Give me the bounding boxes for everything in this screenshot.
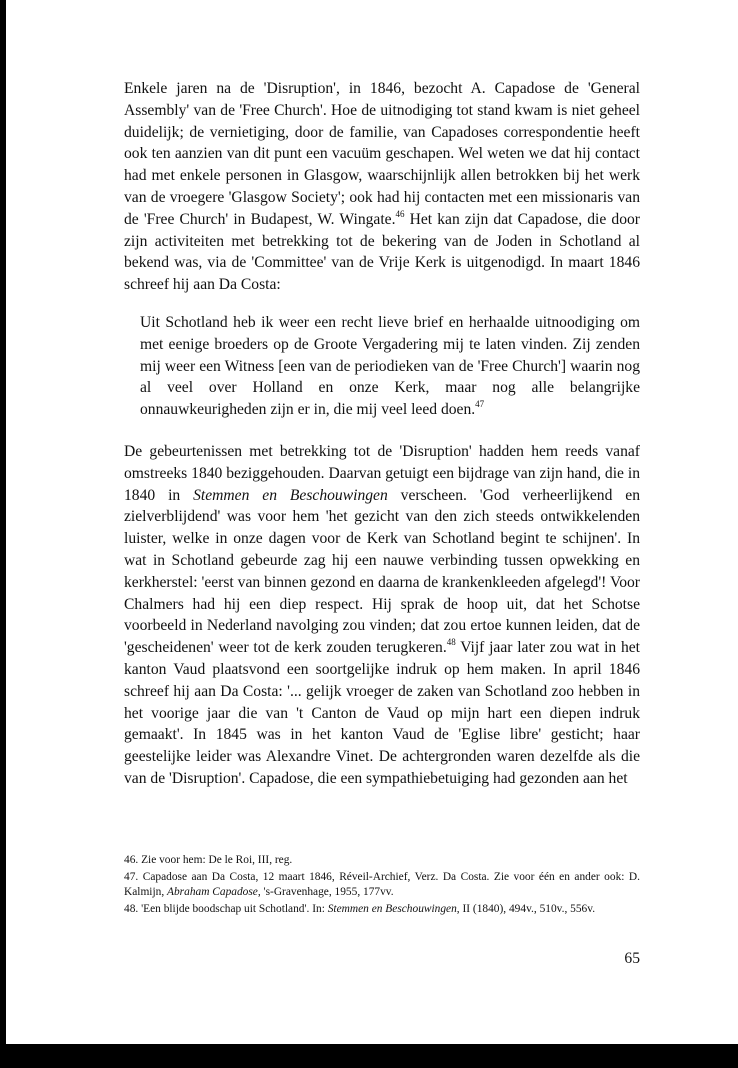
- text-segment: Vijf jaar later zou wat in het kanton Vaud plaatsvond een soortgelijke indruk op hem maken. In april 1846 schreef hij aan Da Costa: '... gelijk vroeger de zaken van Schotland zoo hebben in het voorige jaar die van 't Canton de Vaud op mijn hart een diepen indruk gemaakt'. In 1845 was in het kanton Vaud de 'Eglise libre' gesticht; haar geestelijke leider was Alexandre Vinet. De achtergronden waren dezelfde als die van de 'Disruption'. Capadose, die een sympathiebetuiging had gezonden aan het: [124, 639, 640, 787]
- footnotes: [124, 853, 640, 917]
- page-body: [124, 78, 640, 790]
- page-number: 65: [624, 950, 640, 967]
- italic-title: Stemmen en Beschouwingen: [193, 486, 388, 504]
- footnote-text: 48. 'Een blijde boodschap uit Schotland'. In:: [124, 902, 328, 915]
- text-segment: De gebeurtenissen met betrekking tot de 'Disruption' hadden hem reeds vanaf omstreeks 1840 beziggehouden. Daarvan getuigt een bijdrage van zijn hand, die in 1840 in: [124, 442, 640, 504]
- text-segment: verscheen. 'God verheerlijkend en zielverblijdend' was voor hem 'het gezicht van den zich steeds ontwikkelenden luister, welke in onze dagen voor de Kerk van Schotland begint te schijnen'. In wat in Schotland gebeurde zag hij een nauwe verbinding tussen opwekking en kerkherstel: 'eerst van binnen gezond en daarna de krankenkleeden afgelegd'! Voor Chalmers had hij een diep respect. Hij sprak de hoop uit, dat het Schotse voorbeeld in Nederland navolging zou vinden; dat zou ertoe kunnen leiden, dat de 'gescheidenen' weer tot de kerk zouden terugkeren.: [124, 486, 641, 657]
- text-segment: Enkele jaren na de 'Disruption', in 1846, bezocht A. Capadose de 'General Assembly' van de 'Free Church'. Hoe de uitnodiging tot stand kwam is niet geheel duidelijk; de vernietiging, door de familie, van Capadoses correspondentie heeft ook ten aanzien van dit punt een vacuüm geschapen. Wel weten we dat hij contact had met enkele personen in Glasgow, waarschijnlijk allen betrokken bij het werk van de vroegere 'Glasgow Society'; ook had hij contacten met een missionaris van de 'Free Church' in Budapest, W. Wingate.: [124, 80, 640, 228]
- quote-text: Uit Schotland heb ik weer een recht lieve brief en herhaalde uitnoodiging om met eenige broeders op de Groote Vergadering mij te laten vinden. Zij zenden mij weer een Witness [een van de periodieken van de 'Free Church'] waarin nog al veel over Holland en onze Kerk, maar nog alle belangrijke onnauwkeurigheden zijn er in, die mij veel leed doen.: [140, 313, 640, 419]
- paragraph-2: [124, 441, 640, 790]
- footnote-text: , 's-Gravenhage, 1955, 177vv.: [257, 886, 394, 899]
- footnote-46: 46. Zie voor hem: De le Roi, III, reg.: [124, 854, 293, 866]
- italic-title: Abraham Capadose: [167, 886, 258, 899]
- footnote-ref-48: 48: [446, 636, 456, 647]
- footnote-48: [124, 902, 640, 918]
- scan-edge-bottom: [0, 1044, 738, 1068]
- scan-edge-left: [0, 0, 6, 1068]
- footnote-ref-47: 47: [475, 398, 485, 409]
- italic-title: Stemmen en Beschouwingen: [327, 902, 457, 915]
- footnote-ref-46: 46: [395, 208, 405, 219]
- block-quote: [140, 312, 640, 421]
- paragraph-1: [124, 78, 640, 296]
- footnote-text: 47. Capadose aan Da Costa, 12 maart 1846, Réveil-Archief, Verz. Da Costa. Zie voor één en ander ook: D. Kalmijn,: [124, 870, 640, 899]
- footnote-text: , II (1840), 494v., 510v., 556v.: [456, 902, 596, 915]
- text-segment: Het kan zijn dat Capadose, die door zijn activiteiten met betrekking tot de bekering van de Joden in Schotland al bekend was, via de 'Committee' van de Vrije Kerk is uitgenodigd. In maart 1846 schreef hij aan Da Costa:: [124, 210, 640, 294]
- footnote-47: [124, 870, 640, 901]
